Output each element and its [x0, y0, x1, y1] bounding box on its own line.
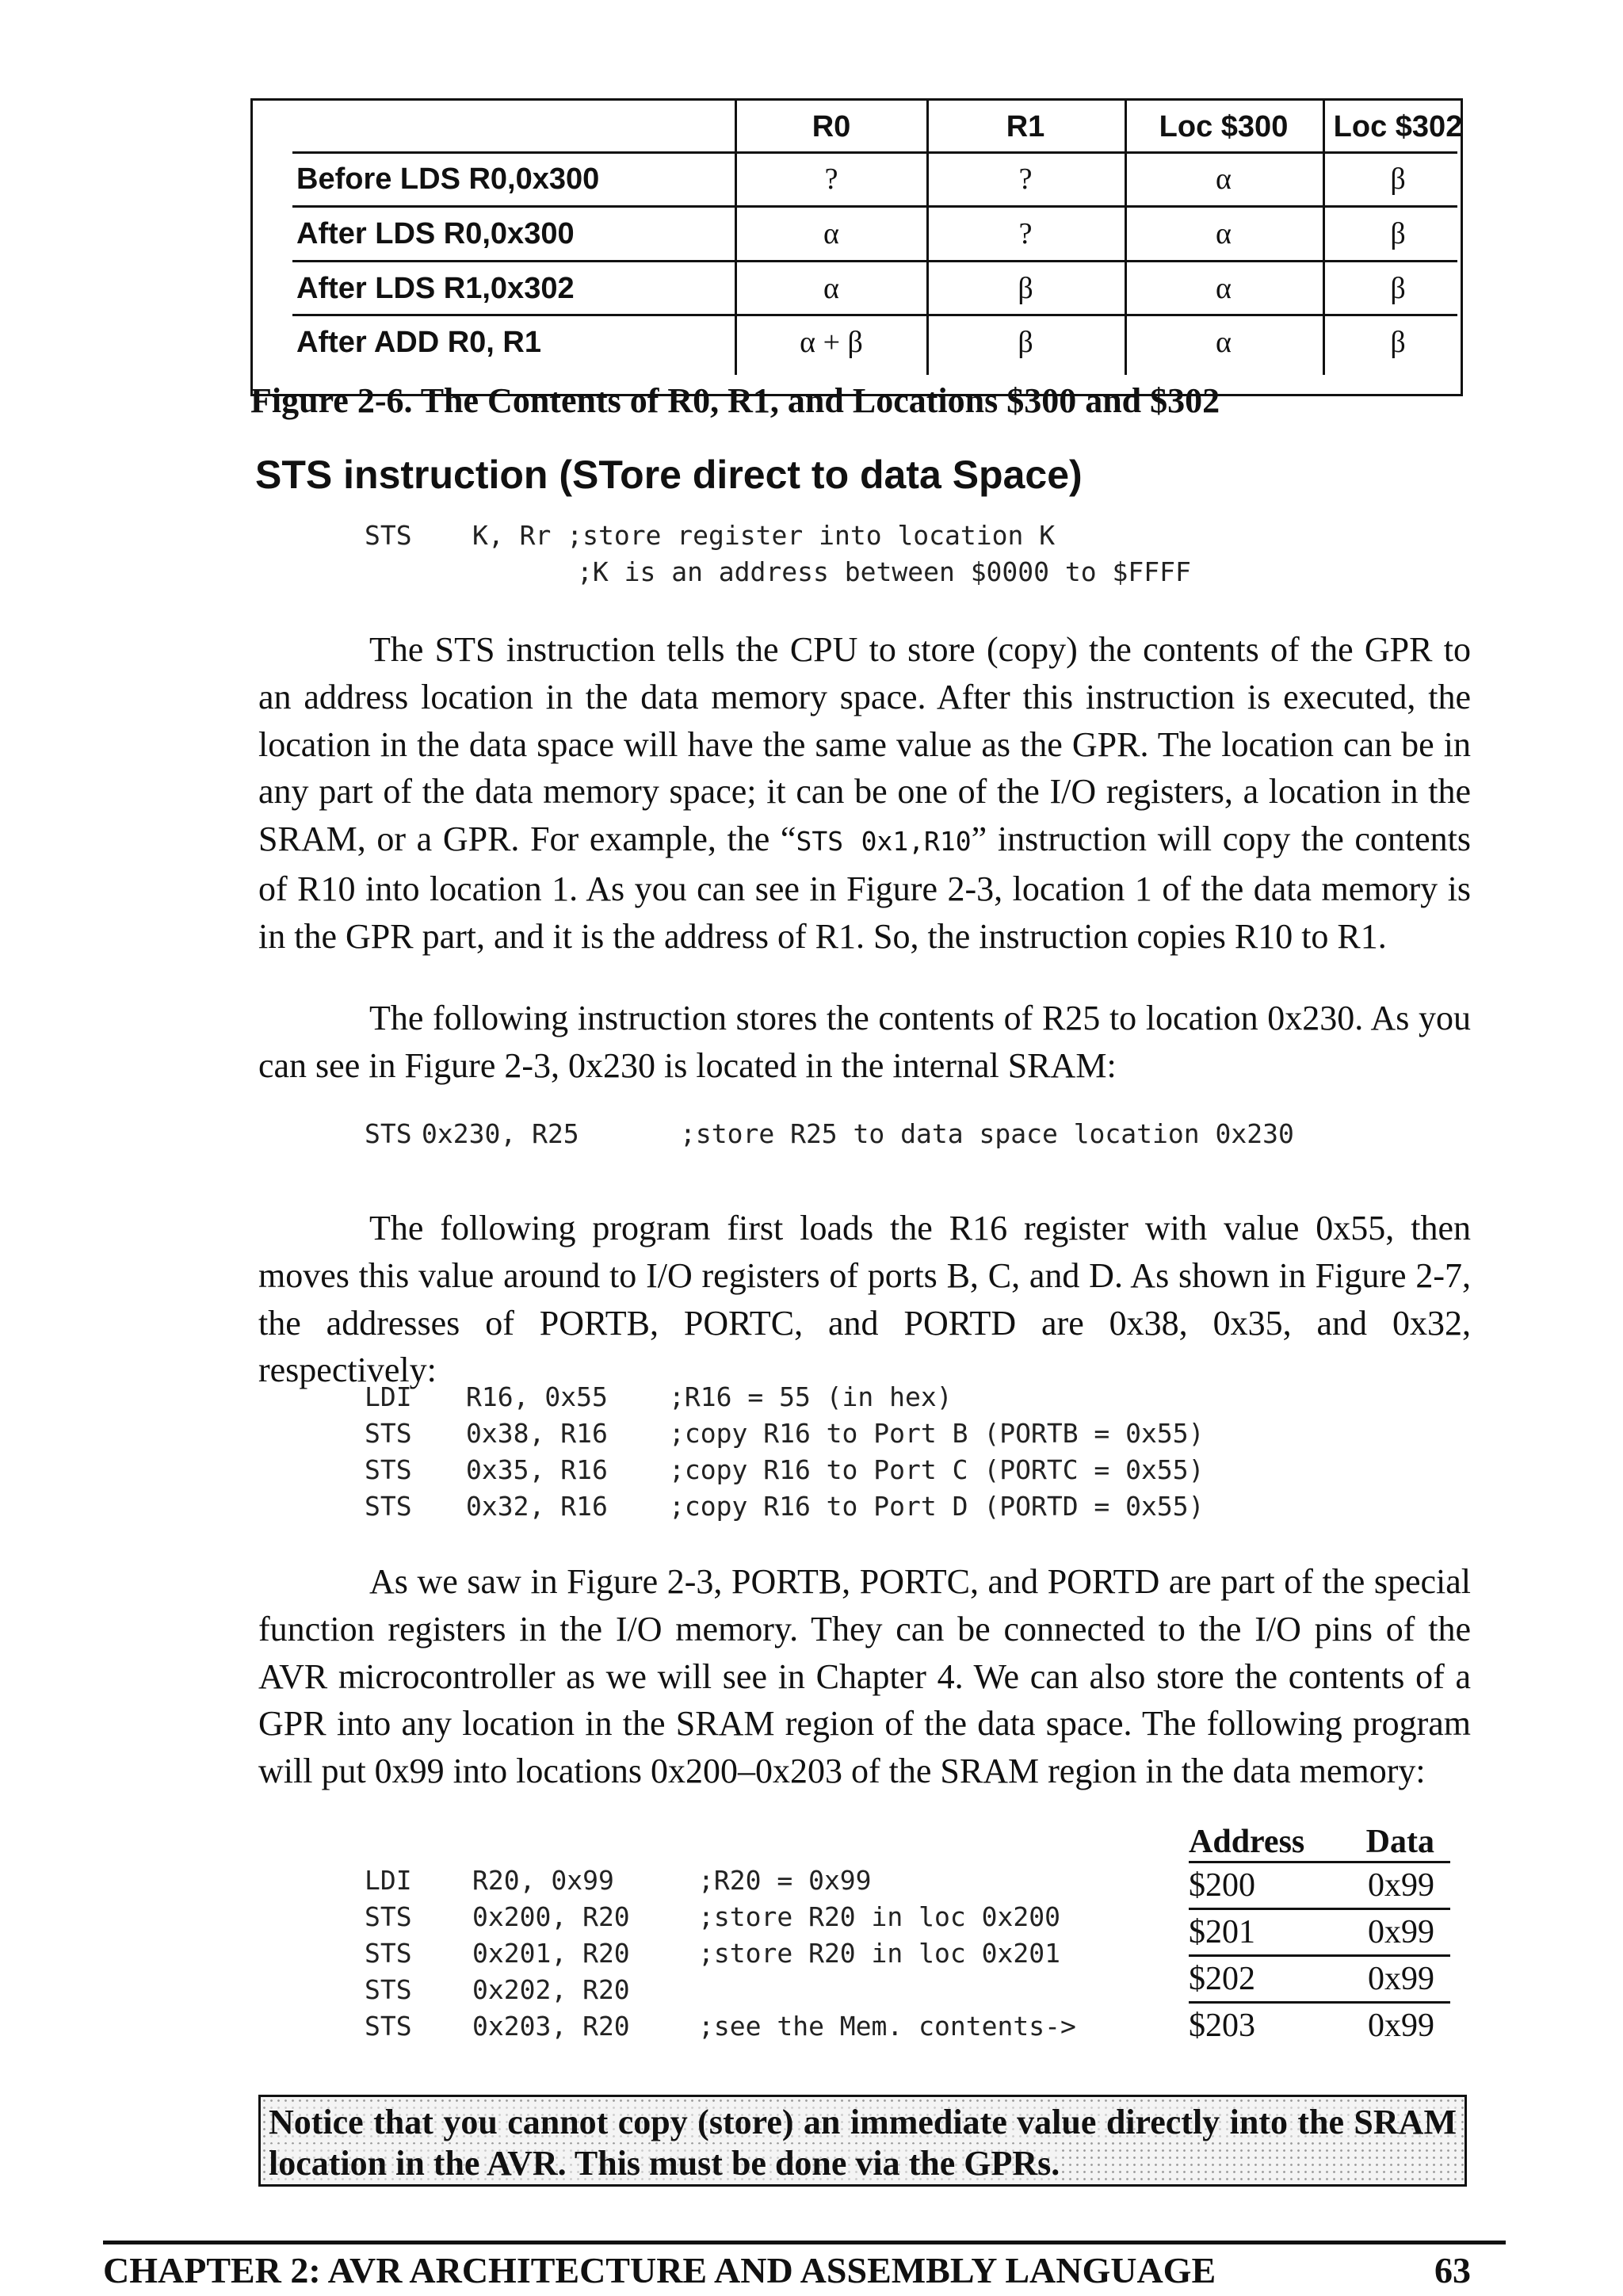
- paragraph-sram-example: [258, 1558, 1471, 1795]
- code-op: LDI: [365, 1865, 412, 1896]
- memory-data: 0x99: [1368, 1914, 1434, 1950]
- table-rule: [292, 205, 1457, 208]
- memory-address: $202: [1189, 1961, 1255, 1997]
- notice-text: Notice that you cannot copy (store) an immediate value directly into the SRAM location in the AVR. This must be done via the GPRs.: [269, 2103, 1457, 2183]
- code-line: [365, 1116, 1294, 1152]
- memory-table-header: [1189, 1823, 1450, 1863]
- cell-loc300: α: [1216, 272, 1232, 305]
- footer-chapter-title: CHAPTER 2: AVR ARCHITECTURE AND ASSEMBLY LANGUAGE: [103, 2250, 1216, 2290]
- notice-box: [258, 2095, 1467, 2187]
- code-comment: ;copy R16 to Port B (PORTB = 0x55): [669, 1418, 1205, 1449]
- code-args: 0x230, R25: [422, 1118, 579, 1149]
- col-header-r0: R0: [812, 110, 851, 143]
- cell-r1: β: [1018, 326, 1033, 359]
- table-row: [1189, 2004, 1450, 2048]
- paragraph-sts-description: [258, 626, 1471, 961]
- row-label: After LDS R1,0x302: [296, 272, 575, 305]
- row-label: Before LDS R0,0x300: [296, 162, 600, 196]
- table-rule: [292, 151, 1457, 154]
- row-label: After LDS R0,0x300: [296, 217, 575, 250]
- memory-data: 0x99: [1368, 1961, 1434, 1997]
- memory-address: $200: [1189, 1867, 1255, 1904]
- code-args: R16, 0x55: [466, 1381, 608, 1412]
- code-args: 0x38, R16: [466, 1418, 608, 1449]
- code-comment: ;store register into location K: [567, 520, 1056, 551]
- inline-code: STS 0x1,R10: [796, 826, 972, 858]
- row-label: After ADD R0, R1: [296, 326, 541, 359]
- code-block-sram: [365, 1862, 1076, 2045]
- cell-loc302: β: [1390, 326, 1406, 359]
- code-line: [365, 2008, 1076, 2045]
- code-line: [365, 1972, 1076, 2008]
- code-op: STS: [365, 1118, 412, 1149]
- code-args: 0x32, R16: [466, 1491, 608, 1522]
- code-line: [365, 518, 1191, 554]
- code-block-ports: [365, 1379, 1205, 1525]
- paragraph-ports-example: [258, 1205, 1471, 1394]
- section-heading: STS instruction (STore direct to data Space): [255, 453, 1083, 497]
- col-header-loc300: Loc $300: [1159, 110, 1289, 143]
- memory-data: 0x99: [1368, 1867, 1434, 1904]
- code-args: K, Rr: [472, 520, 552, 551]
- col-header-loc302: Loc $302: [1333, 110, 1463, 143]
- table-divider: [926, 101, 929, 375]
- code-line: [365, 1935, 1076, 1972]
- table-header-row: [253, 101, 1461, 153]
- cell-r0: α: [823, 272, 839, 305]
- para-text: As we saw in Figure 2-3, PORTB, PORTC, and PORTD are part of the special function registers in the I/O memory. They can be connected to the I/O pins of the AVR microcontroller as we will see in Chapter 4. We can also store the contents of a GPR into any location in the SRAM region of the data space. The following program will put 0x99 into locations 0x200–0x203 of the SRAM region in the data memory:: [258, 1562, 1471, 1791]
- memory-contents-table: [1189, 1823, 1450, 2048]
- cell-loc302: β: [1390, 272, 1406, 305]
- cell-r1: ?: [1018, 217, 1033, 250]
- code-block-sts-r25: [365, 1116, 1294, 1152]
- cell-loc300: α: [1216, 217, 1232, 250]
- code-comment: ;copy R16 to Port D (PORTD = 0x55): [669, 1491, 1205, 1522]
- table-divider: [1323, 101, 1325, 375]
- cell-loc302: β: [1390, 162, 1406, 196]
- cell-r1: ?: [1018, 162, 1033, 196]
- para-text: The following instruction stores the contents of R25 to location 0x230. As you can see in Figure 2-3, 0x230 is located in the internal SRAM:: [258, 999, 1471, 1085]
- code-op: STS: [365, 1418, 412, 1449]
- code-comment: ;K is an address between $0000 to $FFFF: [577, 556, 1191, 587]
- code-comment: ;copy R16 to Port C (PORTC = 0x55): [669, 1454, 1205, 1485]
- table-row: [253, 208, 1461, 260]
- table-row: [1189, 1910, 1450, 1957]
- footer-rule: [103, 2241, 1506, 2244]
- memory-address: $201: [1189, 1914, 1255, 1950]
- table-row: [253, 153, 1461, 205]
- code-comment: ;R20 = 0x99: [698, 1865, 872, 1896]
- code-line: [365, 1452, 1205, 1488]
- code-op: STS: [365, 1974, 412, 2005]
- cell-loc300: α: [1216, 162, 1232, 196]
- code-comment: ;see the Mem. contents->: [698, 2011, 1076, 2042]
- code-comment: ;store R20 in loc 0x201: [698, 1938, 1060, 1969]
- table-row: [253, 316, 1461, 369]
- table-row: [1189, 1863, 1450, 1910]
- cell-r0: α: [823, 217, 839, 250]
- table-divider: [1125, 101, 1127, 375]
- memory-header-address: Address: [1189, 1824, 1305, 1860]
- cell-loc302: β: [1390, 217, 1406, 250]
- paragraph-r25-example: [258, 995, 1471, 1090]
- code-op: LDI: [365, 1381, 412, 1412]
- code-comment: ;R16 = 55 (in hex): [669, 1381, 953, 1412]
- code-op: STS: [365, 1901, 412, 1932]
- para-text: The following program first loads the R16 register with value 0x55, then moves this value around to I/O registers of ports B, C, and D. As shown in Figure 2-7, the addresses of PORTB, PORTC, and PORTD are 0x38, 0x35, and 0x32, respectively:: [258, 1209, 1471, 1390]
- cell-r1: β: [1018, 272, 1033, 305]
- table-rule: [292, 314, 1457, 316]
- cell-r0: ?: [824, 162, 838, 196]
- table-row: [253, 262, 1461, 315]
- para-text: The STS instruction tells the CPU to store (copy) the contents of the GPR to an address location in the data memory space. After this instruction is executed, the location in the data space will have the same value as the GPR. The location can be in any part of the data memory space; it can be one of the I/O registers, a location in the SRAM, or a GPR. For example, the “: [258, 630, 1471, 859]
- code-line: [365, 1862, 1076, 1899]
- code-op: STS: [365, 1491, 412, 1522]
- code-comment: ;store R20 in loc 0x200: [698, 1901, 1060, 1932]
- code-line: [365, 1488, 1205, 1525]
- table-divider: [735, 101, 737, 375]
- code-line: [365, 554, 1191, 590]
- table-rule: [292, 260, 1457, 262]
- col-header-r1: R1: [1006, 110, 1045, 143]
- code-args: R20, 0x99: [472, 1865, 614, 1896]
- code-op: STS: [365, 1938, 412, 1969]
- page-number: 63: [1434, 2250, 1471, 2290]
- cell-loc300: α: [1216, 326, 1232, 359]
- code-args: 0x200, R20: [472, 1901, 630, 1932]
- figure-2-6-table: [250, 98, 1463, 396]
- figure-caption: Figure 2-6. The Contents of R0, R1, and Locations $300 and $302: [250, 381, 1220, 420]
- cell-r0: α + β: [800, 326, 863, 359]
- code-op: STS: [365, 520, 412, 551]
- code-args: 0x201, R20: [472, 1938, 630, 1969]
- code-comment: ;store R25 to data space location 0x230: [680, 1118, 1294, 1149]
- code-args: 0x35, R16: [466, 1454, 608, 1485]
- code-line: [365, 1379, 1205, 1415]
- syntax-code-block: [365, 518, 1191, 590]
- code-args: 0x203, R20: [472, 2011, 630, 2042]
- table-row: [1189, 1957, 1450, 2004]
- memory-header-data: Data: [1365, 1824, 1434, 1860]
- code-line: [365, 1899, 1076, 1935]
- code-line: [365, 1415, 1205, 1452]
- code-op: STS: [365, 2011, 412, 2042]
- code-args: 0x202, R20: [472, 1974, 630, 2005]
- memory-data: 0x99: [1368, 2008, 1434, 2044]
- para-text: ” instruction will copy the contents of R10 into location 1. As you can see in Figure 2-3, location 1 of the data memory is in the GPR part, and it is the address of R1. So, the instruction copies R10 to R1.: [258, 819, 1472, 956]
- code-op: STS: [365, 1454, 412, 1485]
- memory-address: $203: [1189, 2008, 1255, 2044]
